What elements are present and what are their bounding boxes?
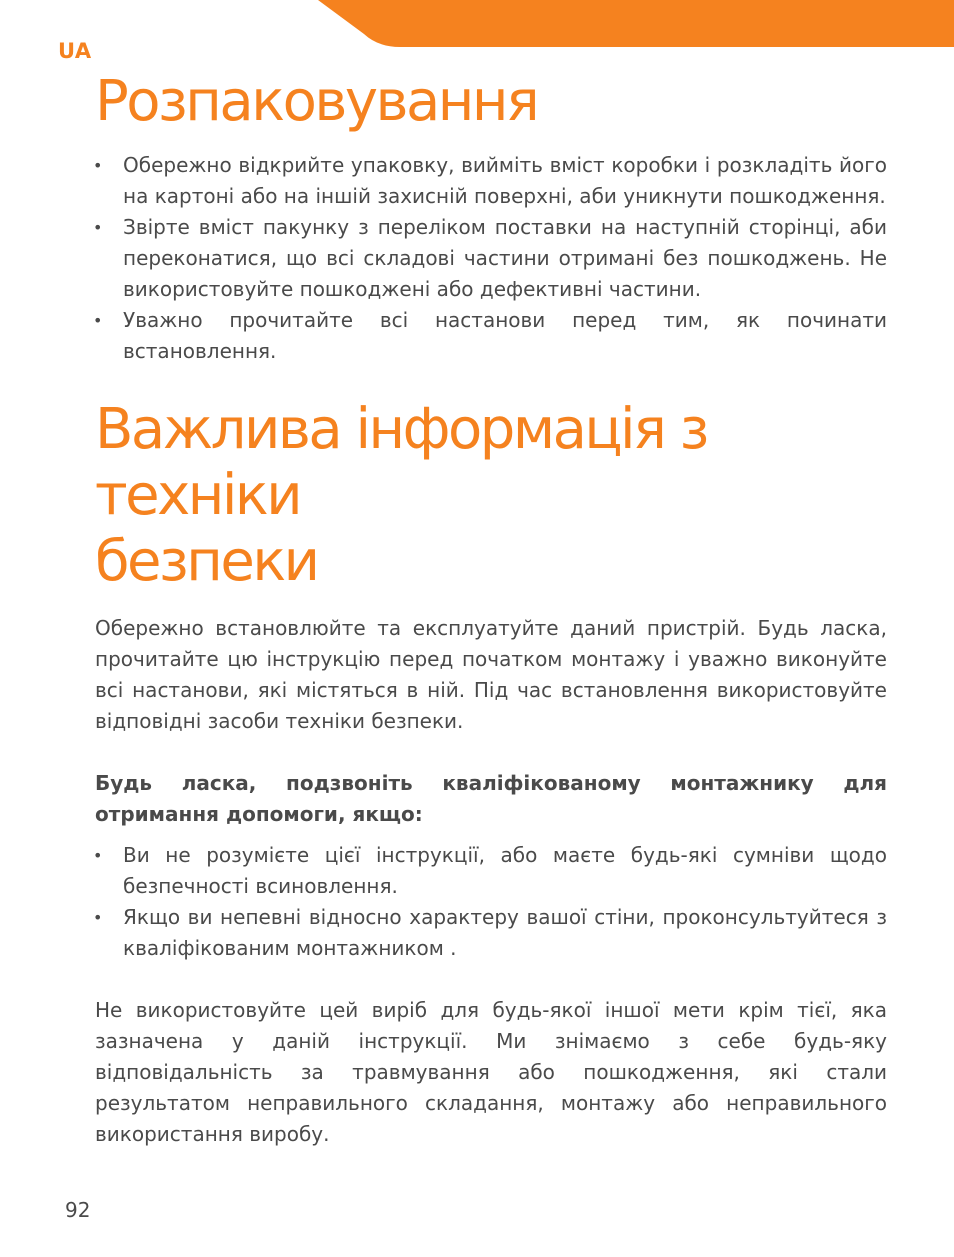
list-item: • Обережно відкрийте упаковку, вийміть вміст коробки і розкладіть його на картоні або на іншій захисній поверхні, аби уникнути пошкодження. (95, 150, 887, 212)
list-item: • Уважно прочитайте всі настанови перед тим, як починати встановлення. (95, 305, 887, 367)
section-title-unpacking: Розпаковування (95, 69, 538, 134)
header-accent-tab (318, 0, 954, 47)
section-title-safety (95, 397, 887, 595)
unpacking-list (95, 150, 887, 367)
list-item: • Звірте вміст пакунку з переліком поставки на наступній сторінці, аби переконатися, що всі складові частини отримані без пошкоджень. Не використовуйте пошкоджені або дефективні частини. (95, 212, 887, 305)
safety-bold-note: Будь ласка, подзвоніть кваліфікованому монтажнику для отримання допомоги, якщо: (95, 771, 887, 826)
safety-closing-paragraph: Не використовуйте цей виріб для будь-якої іншої мети крім тієї, яка зазначена у даній інструкції. Ми знімаємо з себе будь-яку відповідальність за травмування або пошкодження, які стали результатом неправильного складання, монтажу або неправильного використання виробу. (95, 998, 887, 1146)
section-title-safety-line2: безпеки (95, 529, 318, 594)
list-item: • Якщо ви непевні відносно характеру вашої стіни, проконсультуйтеся з кваліфікованим монтажником . (95, 902, 887, 964)
language-label: UA (58, 39, 92, 63)
safety-intro-paragraph: Обережно встановлюйте та експлуатуйте даний пристрій. Будь ласка, прочитайте цю інструкцію перед початком монтажу і уважно виконуйте всі настанови, які містяться в ній. Під час встановлення використовуйте відповідні засоби техніки безпеки. (95, 616, 887, 733)
list-item: • Ви не розумієте цієї інструкції, або маєте будь-які сумніви щодо безпечності всиновлення. (95, 840, 887, 902)
page-content (95, 70, 887, 1150)
page-number: 92 (65, 1198, 91, 1222)
section-title-safety-line1: Важлива інформація з техніки (95, 397, 707, 528)
safety-list (95, 840, 887, 964)
